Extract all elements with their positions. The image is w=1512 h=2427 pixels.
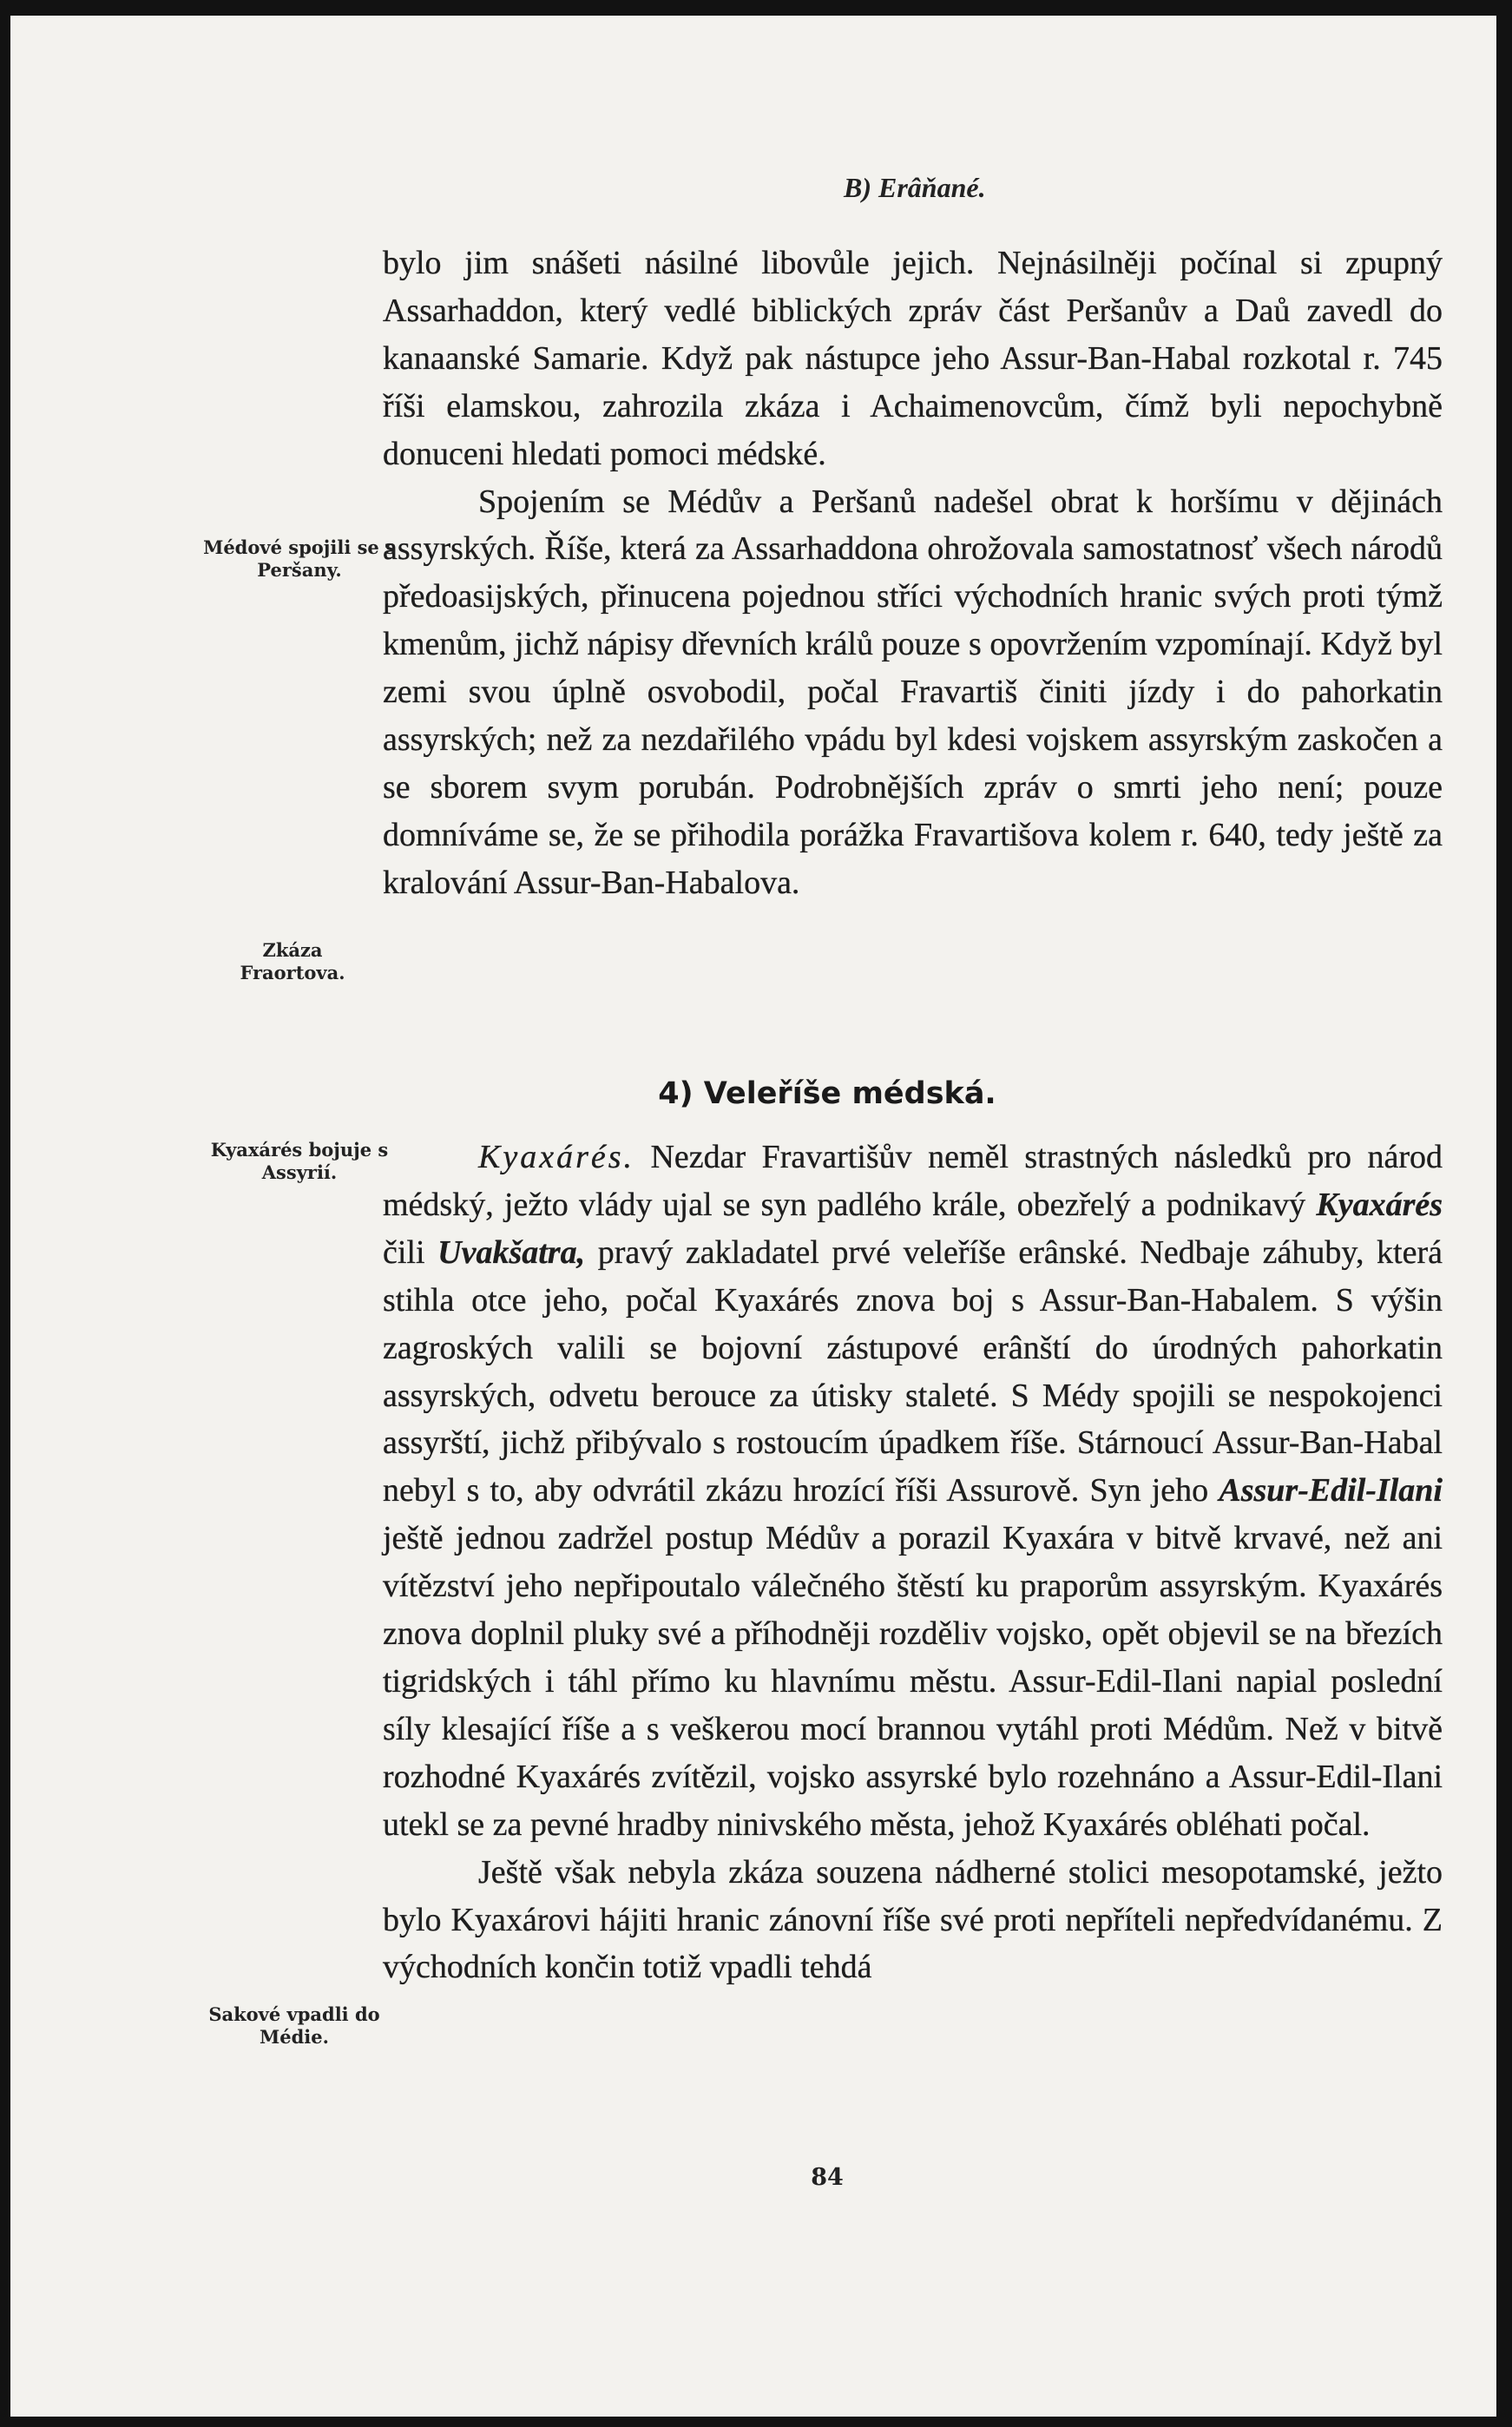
sidenote-medes-persians: Médové spojili se s Peršany. (203, 536, 396, 581)
name-assur-edil-ilani: Assur-Edil-Ilani (1219, 1472, 1443, 1509)
paragraph-2: Spojením se Médův a Peršanů nadešel obrat k horšímu v dějinách assyrských. Říše, která za Assarhaddona ohrožovala samostatnosť všech národů předoasijských, přinucena pojednou stříci východních hranic svých proti týmž kmenům, jichž nápisy dřevních králů pouze s opovržením vzpomínají. Když byl zemi svou úplně osvobodil, počal Fravartiš činiti jízdy i do pahorkatin assyrských; než za nezdařilého vpádu byl kdesi vojskem assyrským zaskočen a se sborem svym porubán. Podrobnějších zpráv o smrti jeho není; pouze domníváme se, že se přihodila porážka Fravartišova kolem r. 640, tedy ještě za kralování Assur-Ban-Habalova. (383, 483, 1443, 901)
sidenote-sakas: Sakové vpadli do Médie. (208, 2003, 380, 2048)
paragraph-3-part-c: pravý zakladatel prvé veleříše erânské. Nedbaje záhuby, která stihla otce jeho, počal Kyaxárés znova boj s Assur-Ban-Habalem. S výšin zagroských valili se bojovní zástupové erânští do úrodných pahorkatin assyrských, odvetu berouce za útisky staleté. S Médy spojili se nespokojenci assyrští, jichž přibývalo s rostoucím úpadkem říše. Stárnoucí Assur-Ban-Habal nebyl s to, aby odvrátil zkázu hrozící říši Assurově. Syn jeho (383, 1233, 1443, 1509)
sidenote-fraortes: Zkáza Fraortova. (240, 939, 345, 983)
paragraph-3-part-d: ještě jednou zadržel postup Médův a porazil Kyaxára v bitvě krvavé, než ani vítězství jeho nepřipoutalo válečného štěstí ku praporům assyrským. Kyaxárés znova doplnil pluky své a příhodněji rozděliv vojsko, opět objevil se na březích tigridských i táhl přímo ku hlavnímu městu. Assur-Edil-Ilani napial poslední síly klesající říše a s veškerou mocí brannou vytáhl proti Médům. Než v bitvě rozhodné Kyaxárés zvítězil, vojsko assyrské bylo rozehnáno a Assur-Edil-Ilani utekl se za pevné hradby ninivského města, jehož Kyaxárés obléhati počal. (383, 1520, 1443, 1843)
text-lower (383, 1134, 1443, 1991)
text-upper (383, 240, 1443, 907)
paragraph-3-part-b: čili (383, 1233, 425, 1271)
paragraph-1: bylo jim snášeti násilné libovůle jejich. Nejnásilněji počínal si zpupný Assarhaddon, který vedlé biblických zpráv část Peršanův a Daů zavedl do kanaanské Samarie. Když pak nástupce jeho Assur-Ban-Habal rozkotal r. 745 říši elamskou, zahrozila zkáza i Achaimenovcům, čímž byli nepochybně donuceni hledati pomoci médské. (383, 245, 1443, 472)
running-header: B) Erâňané. (844, 172, 986, 203)
name-kyaxares: Kyaxárés (1316, 1186, 1443, 1223)
paragraph-4: Ještě však nebyla zkáza souzena nádherné stolici mesopotamské, ježto bylo Kyaxárovi hájiti hranic zánovní říše své proti nepříteli nepředvídanému. Z východních končin totiž vpadli tehdá (383, 1853, 1443, 1986)
paragraph-3-part-a: Nezdar Fravartišův neměl strastných následků pro národ médský, ježto vlády ujal se syn padlého krále, obezřelý a podnikavý (383, 1139, 1443, 1223)
paragraph-lead: Kyaxárés. (478, 1139, 635, 1175)
paragraph-3 (383, 1134, 1443, 1849)
name-uvaksatra: Uvakšatra, (437, 1233, 586, 1271)
book-page (10, 16, 1496, 2417)
page-number: 84 (811, 2164, 844, 2191)
section-heading: 4) Veleříše médská. (658, 1076, 996, 1111)
sidenote-kyaxares-assyria: Kyaxárés bojuje s Assyrií. (210, 1139, 389, 1183)
